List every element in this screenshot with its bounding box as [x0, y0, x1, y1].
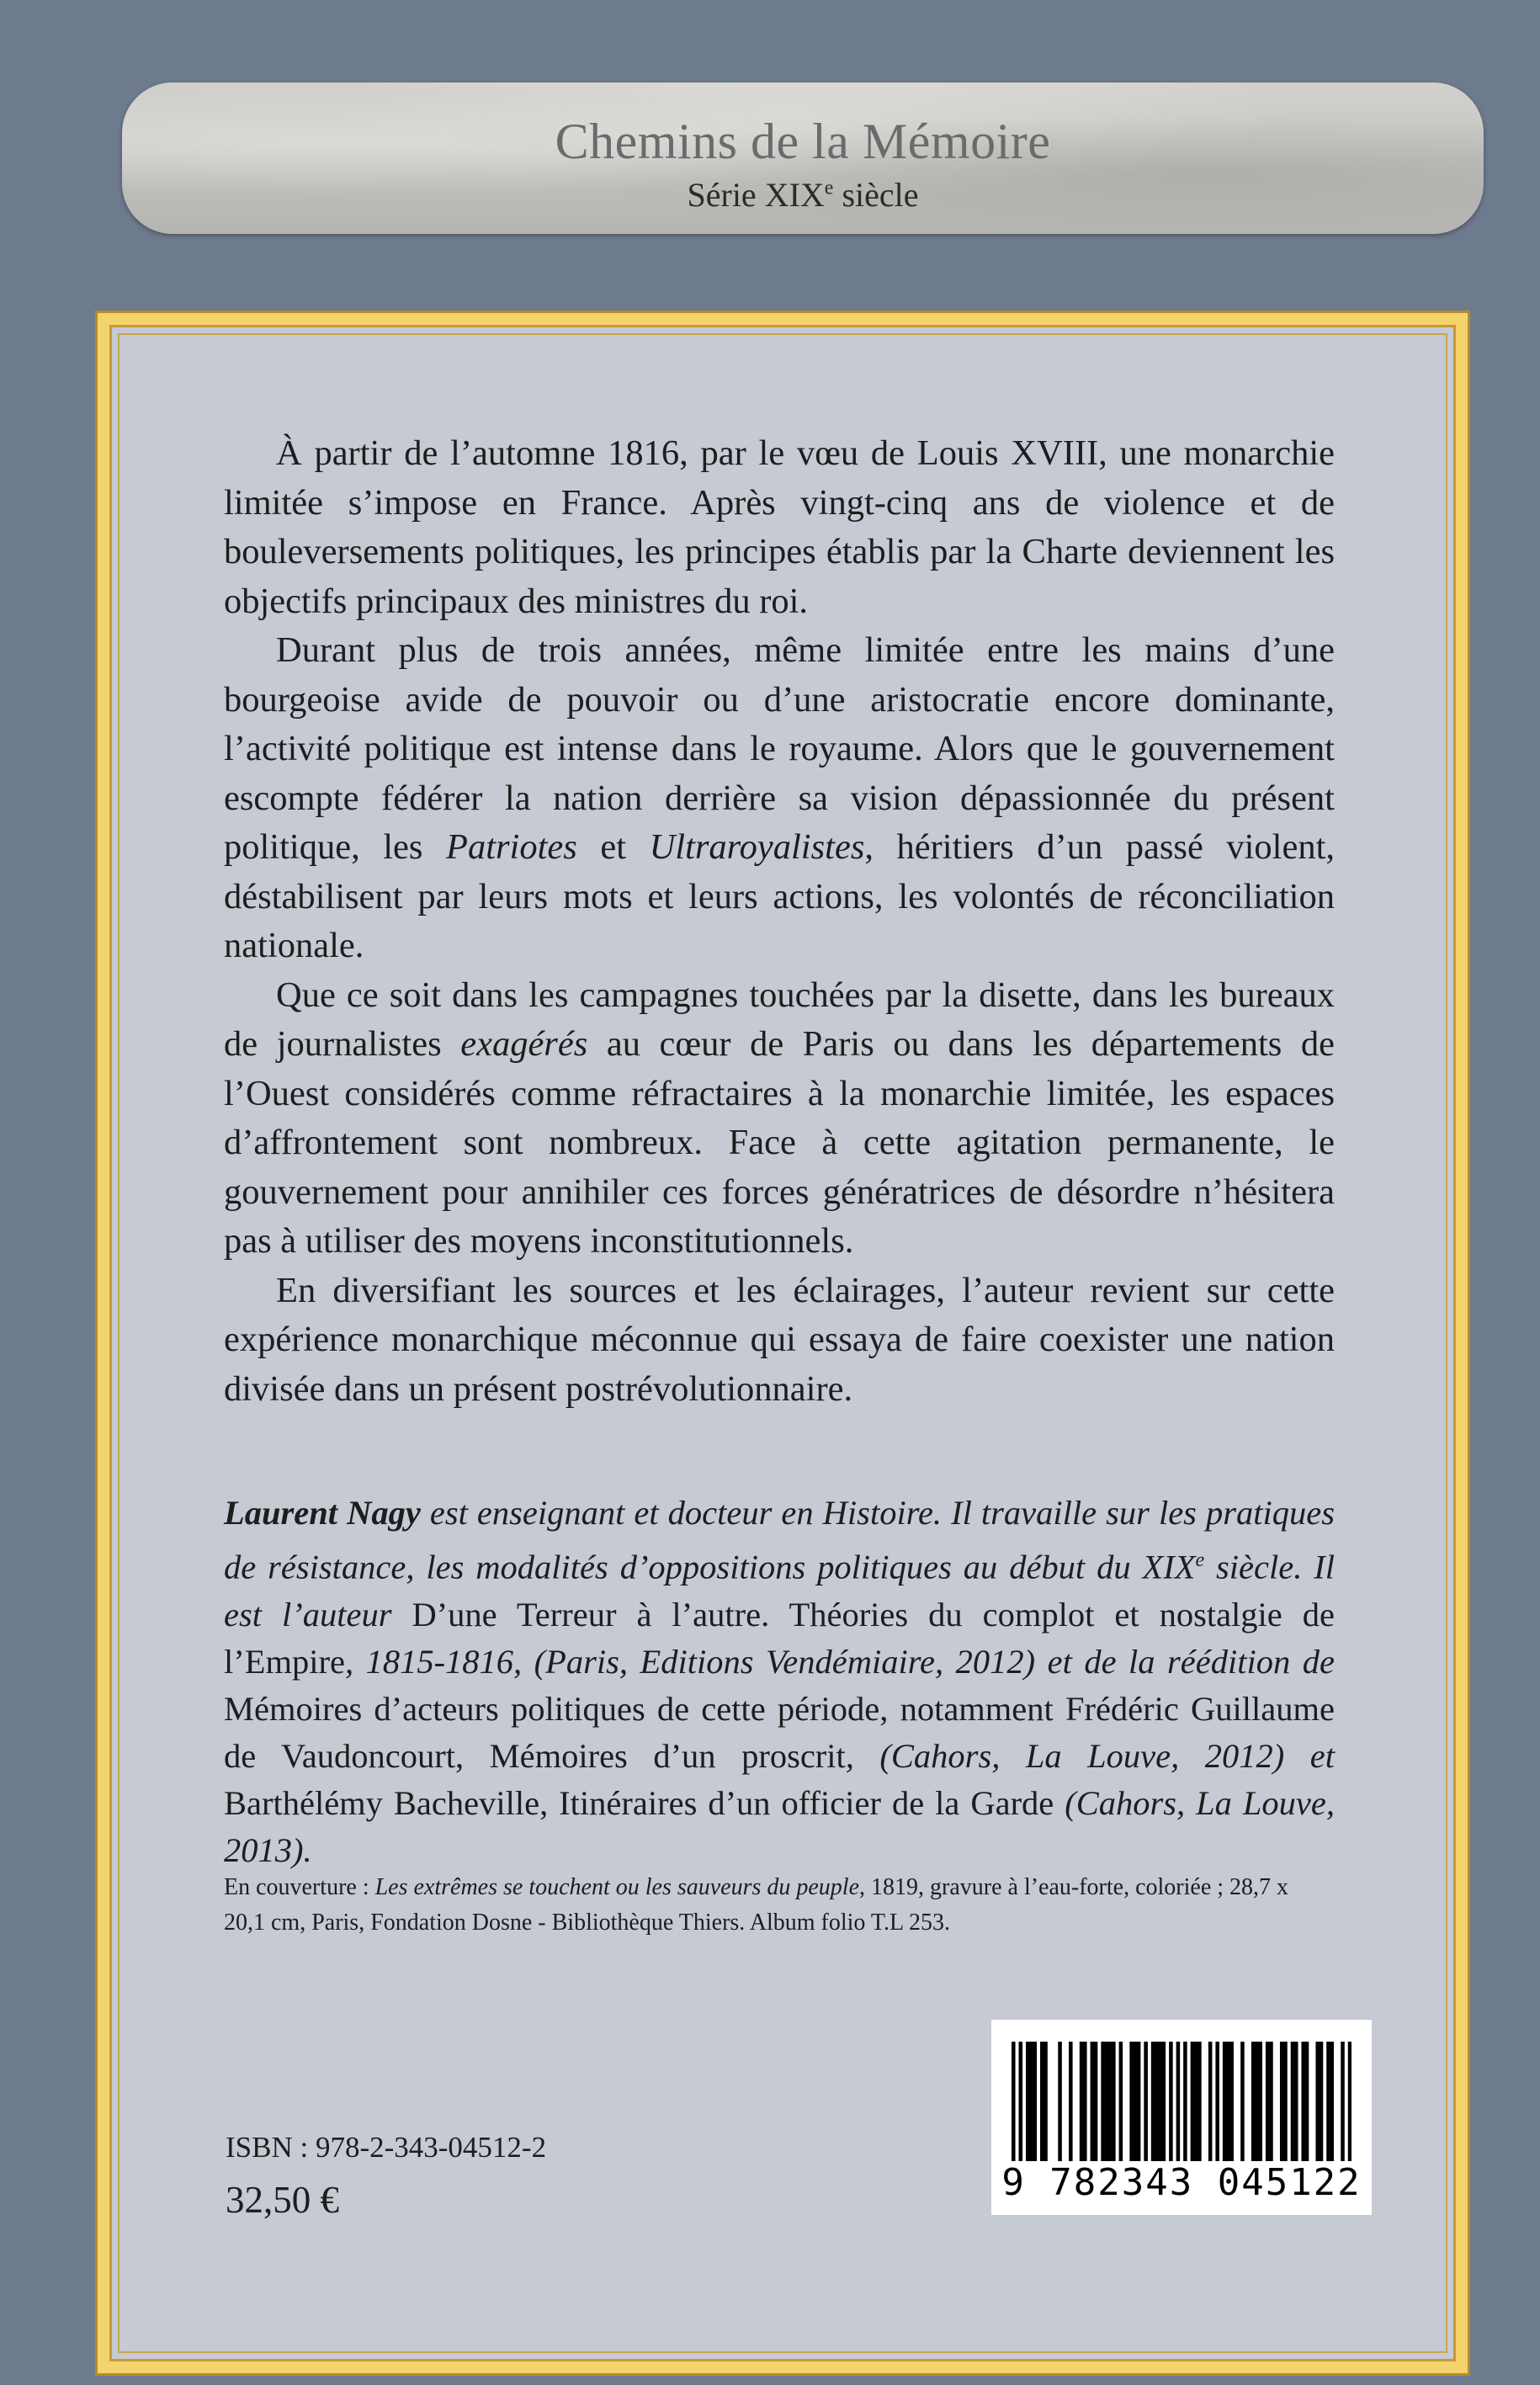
barcode-bar: [1223, 2042, 1227, 2161]
barcode-bar: [1080, 2042, 1084, 2161]
barcode-bar: [1330, 2042, 1334, 2161]
barcode-bar: [1320, 2042, 1324, 2161]
barcode-bar: [1315, 2042, 1320, 2161]
description-paragraph-4: En diversifiant les sources et les éclairages, l’auteur revient sur cette expérience monarchique méconnue qui essaya de faire coexister une nation divisée dans un présent postrévolutionnaire.: [224, 1270, 1335, 1409]
barcode-bar: [1040, 2042, 1044, 2161]
barcode-bar: [1283, 2042, 1288, 2161]
barcode-bar: [1208, 2042, 1213, 2161]
description-p2-italic-1: Patriotes: [446, 827, 577, 867]
barcode-bar: [1269, 2042, 1273, 2161]
barcode-bar: [1162, 2042, 1166, 2161]
description-paragraph-2: [224, 626, 1335, 971]
bio-book-2: Mémoires d’acteurs politiques de cette période, notamment Frédéric Guillaume de Vaudoncourt, Mémoires d’un proscrit: [224, 1689, 1335, 1775]
description-p2-text-b: et: [576, 827, 650, 867]
bio-text-4: , (Cahors, La Louve, 2012) et: [845, 1736, 1335, 1775]
barcode-bar: [1280, 2042, 1284, 2161]
barcode-bar: [1108, 2042, 1113, 2161]
barcode-bar: [1158, 2042, 1162, 2161]
series-banner: [122, 82, 1484, 234]
series-subtitle-sup: e: [824, 177, 834, 199]
bio-sup: e: [1195, 1549, 1205, 1571]
bio-book-1: D’une Terreur à l’autre. Théories du complot et nostalgie de l’Empire: [224, 1595, 1335, 1681]
barcode-bar: [1183, 2042, 1187, 2161]
bio-text-1: est enseignant et docteur en Histoire. Il travaille sur les pratiques de résistance, les modalités d’oppositions politiques au début du XIX: [224, 1494, 1335, 1586]
barcode-bar: [1258, 2042, 1262, 2161]
barcode: [991, 2020, 1372, 2215]
barcode-bar: [1101, 2042, 1105, 2161]
barcode-bar: [1326, 2042, 1330, 2161]
series-subtitle-prefix: Série XIX: [687, 176, 825, 214]
barcode-bar: [1026, 2042, 1030, 2161]
description-paragraph-1: À partir de l’automne 1816, par le vœu de Louis XVIII, une monarchie limitée s’impose en France. Après vingt-cinq ans de violence et de bouleversements politiques, les principes établis par la Charte deviennent les objectifs principaux des ministres du roi.: [224, 433, 1335, 621]
barcode-digits: 9 782343 045122: [1001, 2161, 1362, 2204]
bio-text-2: siècle. Il est l’auteur: [224, 1548, 1336, 1633]
barcode-bar: [1112, 2042, 1116, 2161]
credit-prefix: En couverture :: [224, 1874, 375, 1900]
barcode-bar: [1083, 2042, 1087, 2161]
barcode-bar: [1105, 2042, 1109, 2161]
credit-work: Les extrêmes se touchent ou les sauveurs du peuple: [374, 1874, 860, 1900]
isbn: ISBN : 978-2-343-04512-2: [226, 2131, 547, 2164]
description-p2-text-c: , héritiers d’un passé violent, déstabilisent par leurs mots et leurs actions, les volontés de réconciliation nationale.: [224, 827, 1335, 965]
barcode-bar: [1294, 2042, 1298, 2161]
barcode-bar: [1240, 2042, 1245, 2161]
bio-text-3: , 1815-1816, (Paris, Editions Vendémiaire, 2012) et de la réédition de: [344, 1642, 1335, 1681]
description-p3-italic: exagérés: [460, 1024, 588, 1064]
barcode-bar: [1058, 2042, 1062, 2161]
cover-credit-text: [224, 1870, 1335, 1941]
barcode-bar: [1305, 2042, 1309, 2161]
series-title: Chemins de la Mémoire: [555, 114, 1051, 169]
barcode-bar: [1266, 2042, 1270, 2161]
barcode-bar: [1129, 2042, 1134, 2161]
barcode-bar: [1169, 2042, 1173, 2161]
barcode-bar: [1091, 2042, 1095, 2161]
barcode-bar: [1226, 2042, 1230, 2161]
barcode-bar: [1137, 2042, 1141, 2161]
description-p2-text-a: Durant plus de trois années, même limitée entre les mains d’une bourgeoise avide de pouvoir ou d’une aristocratie encore dominante, l’activité politique est intense dans le royaume. Alors que le gouvernement escompte fédérer la nation derrière sa vision dépassionnée du présent politique, les: [224, 630, 1335, 867]
description-paragraph-3: [224, 971, 1335, 1267]
barcode-bar: [1348, 2042, 1351, 2161]
barcode-bar: [1029, 2042, 1033, 2161]
barcode-bar: [1069, 2042, 1073, 2161]
barcode-bar: [1229, 2042, 1234, 2161]
barcode-bar: [1215, 2042, 1219, 2161]
barcode-bar: [1155, 2042, 1159, 2161]
description-p3-text-b: au cœur de Paris ou dans les départements de l’Ouest considérés comme réfractaires à la monarchie limitée, les espaces d’affrontement sont nombreux. Face à cette agitation permanente, le gouvernement pour annihiler ces forces génératrices de désordre n’hésitera pas à utiliser des moyens inconstitutionnels.: [224, 1024, 1335, 1261]
barcode-bar: [1191, 2042, 1195, 2161]
barcode-bar: [1134, 2042, 1138, 2161]
bio-book-3: Barthélémy Bacheville, Itinéraires d’un officier de la Garde: [224, 1783, 1054, 1822]
barcode-bar: [1301, 2042, 1305, 2161]
barcode-bar: [1094, 2042, 1098, 2161]
barcode-bar: [1019, 2042, 1023, 2161]
barcode-bar: [1033, 2042, 1038, 2161]
bio-text-5: (Cahors, La Louve, 2013).: [224, 1783, 1335, 1869]
barcode-bar: [1144, 2042, 1148, 2161]
description-p2-italic-2: Ultraroyalistes: [649, 827, 865, 867]
cover-credit: [224, 1870, 1335, 1941]
description-p3-text-a: Que ce soit dans les campagnes touchées par la disette, dans les bureaux de journalistes: [224, 975, 1335, 1064]
barcode-bar: [1176, 2042, 1181, 2161]
barcode-bar: [1291, 2042, 1295, 2161]
price: 32,50 €: [226, 2179, 339, 2221]
barcode-bar: [1119, 2042, 1123, 2161]
barcode-bar: [1251, 2042, 1256, 2161]
barcode-bars: [1012, 2042, 1351, 2161]
author-bio: [224, 1490, 1335, 1874]
series-subtitle: [122, 175, 1484, 215]
author-name: Laurent Nagy: [224, 1494, 421, 1532]
barcode-bar: [1255, 2042, 1259, 2161]
barcode-bar: [1151, 2042, 1155, 2161]
series-subtitle-suffix: siècle: [833, 176, 919, 214]
barcode-bar: [1341, 2042, 1345, 2161]
barcode-bar: [1043, 2042, 1048, 2161]
barcode-bar: [1012, 2042, 1016, 2161]
credit-rest: , 1819, gravure à l’eau-forte, coloriée ; 28,7 x 20,1 cm, Paris, Fondation Dosne - Bibliothèque Thiers. Album folio T.L 253.: [224, 1874, 1289, 1936]
author-bio-paragraph: [224, 1490, 1335, 1874]
barcode-bar: [1197, 2042, 1202, 2161]
book-description: [224, 429, 1335, 1414]
barcode-bar: [1194, 2042, 1198, 2161]
